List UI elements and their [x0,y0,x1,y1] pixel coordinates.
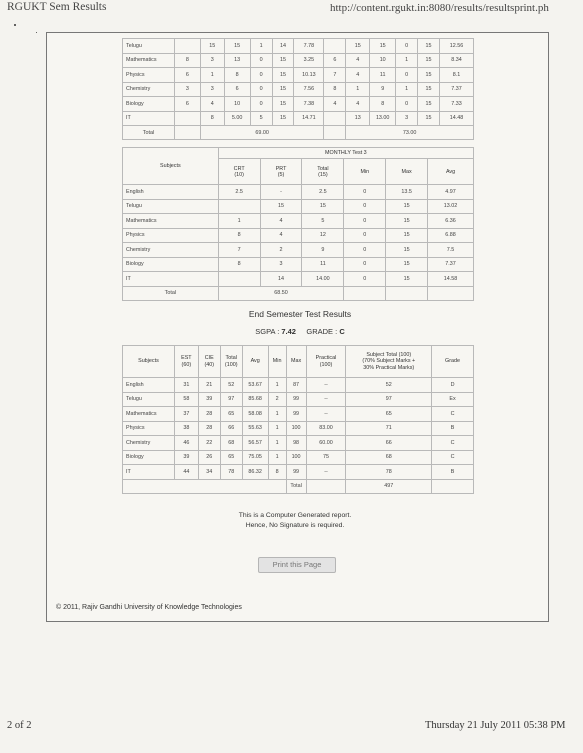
table-cell: 0 [250,97,272,112]
table-cell: 5 [250,111,272,126]
table-cell [324,39,346,54]
table-cell: -- [306,407,346,422]
subject-name: English [123,185,219,200]
table-cell: Ex [432,392,474,407]
scan-speck [14,24,16,26]
table-cell: 38 [174,421,198,436]
table-cell: 75 [306,450,346,465]
column-header: CIE (40) [198,346,220,378]
table-cell: 14 [260,272,302,287]
table-cell: 15 [200,39,224,54]
table-cell [174,39,200,54]
table-cell: 9 [302,243,344,258]
table-cell: 15 [418,68,440,83]
table-cell: 15 [346,39,370,54]
table-cell: 0 [396,97,418,112]
table-cell: 34 [198,465,220,480]
table-cell: 52 [346,378,432,393]
copyright-text: © 2011, Rajiv Gandhi University of Knowledge Technologies [56,604,242,611]
table-cell: 28 [198,407,220,422]
table-cell: 8 [218,228,260,243]
table-row [123,39,474,54]
table-cell [218,272,260,287]
table-cell: 6 [174,68,200,83]
table-cell: 15 [224,39,250,54]
table-cell: 15 [418,53,440,68]
table-cell: 68 [346,450,432,465]
table-cell: 9 [370,82,396,97]
table-row [123,407,474,422]
table-cell: C [432,436,474,451]
table-row [123,450,474,465]
table-row [123,82,474,97]
table-row [123,68,474,83]
header-title: RGUKT Sem Results [7,1,107,13]
table-cell: 26 [198,450,220,465]
table-cell: 66 [220,421,242,436]
table-row [123,421,474,436]
table-cell: 58.08 [242,407,268,422]
table-row [123,257,474,272]
total-value: 497 [346,479,432,493]
note-line: This is a Computer Generated report. [238,512,352,519]
table-row [123,111,474,126]
subject-name: Mathematics [123,214,219,229]
table-cell: C [432,450,474,465]
table-cell: B [432,465,474,480]
subject-name: Physics [123,228,219,243]
table-cell: 7.37 [439,82,473,97]
grade-label: GRADE : [306,327,340,336]
table-cell: 1 [268,378,286,393]
table-cell: 5.00 [224,111,250,126]
table-cell: 6 [324,53,346,68]
table-cell: 8 [370,97,396,112]
table-cell: 15 [272,53,294,68]
table-cell: 53.67 [242,378,268,393]
table-cell: 1 [268,436,286,451]
table-cell: 8 [174,53,200,68]
table-cell: -- [306,392,346,407]
table-cell: 99 [286,407,306,422]
table-cell: 66 [346,436,432,451]
header-url: http://content.rgukt.in:8080/results/resultsprint.ph [330,2,549,14]
subject-name: IT [123,111,175,126]
table-cell [174,111,200,126]
table-cell: 4 [260,214,302,229]
table-cell: 15 [386,199,428,214]
table-cell: 1 [218,214,260,229]
sgpa-value: 7.42 [281,327,296,336]
table-row [123,199,474,214]
table-cell: 13 [346,111,370,126]
total-label: Total [123,286,219,300]
table-cell: 60.00 [306,436,346,451]
table-row [123,243,474,258]
table-cell: 0 [344,185,386,200]
computer-generated-note [160,511,430,530]
table-cell: 7.56 [294,82,324,97]
table-cell: 1 [250,39,272,54]
table-cell: 65 [346,407,432,422]
total-value: 68.50 [218,286,344,300]
table-cell: 8 [218,257,260,272]
subject-name: Telugu [123,199,219,214]
table-cell: 15 [418,111,440,126]
table-cell: 78 [220,465,242,480]
print-page-button[interactable]: Print this Page [258,557,336,573]
table-cell: 0 [250,68,272,83]
note-line: Hence, No Signature is required. [245,521,345,529]
table-cell: 52 [220,378,242,393]
table-cell: 13 [224,53,250,68]
table-cell: 10 [370,53,396,68]
table-cell: 4 [346,97,370,112]
print-date: Thursday 21 July 2011 05:38 PM [425,720,566,731]
table-cell: 8 [324,82,346,97]
table-cell: 7.78 [294,39,324,54]
subject-name: Physics [123,68,175,83]
table-cell: 56.57 [242,436,268,451]
table-cell: 6.88 [428,228,474,243]
column-header: Max [386,159,428,185]
table-cell: 0 [396,68,418,83]
table-cell: 15 [302,199,344,214]
column-header: Avg [428,159,474,185]
table-cell: 14.58 [428,272,474,287]
table-cell: 7.33 [439,97,473,112]
table-cell: 3 [200,82,224,97]
column-header: Min [268,346,286,378]
column-header: Total (100) [220,346,242,378]
subject-name: Mathematics [123,407,175,422]
table-cell: 8.34 [439,53,473,68]
table-cell: 3 [260,257,302,272]
table-cell: 11 [370,68,396,83]
table-cell: 4 [200,97,224,112]
table-cell: 87 [286,378,306,393]
table-row [123,214,474,229]
table-cell: 75.05 [242,450,268,465]
table-cell: 6.36 [428,214,474,229]
table-cell: 37 [174,407,198,422]
column-header: EST (60) [174,346,198,378]
table-row [123,228,474,243]
column-header: Subject Total (100) (70% Subject Marks + 30% Practical Marks) [346,346,432,378]
table-cell: 12 [302,228,344,243]
table-cell: 99 [286,392,306,407]
table-cell: 44 [174,465,198,480]
table-cell: 15 [386,228,428,243]
column-header: Min [344,159,386,185]
subject-name: English [123,378,175,393]
table-cell: 0 [344,243,386,258]
table-cell: 1 [268,421,286,436]
monthly-test-table [122,147,474,301]
table-cell: - [260,185,302,200]
table-cell: 1 [346,82,370,97]
table-cell: 13.5 [386,185,428,200]
column-header: PRT (5) [260,159,302,185]
table-cell: 7.38 [294,97,324,112]
table-cell: 15 [272,68,294,83]
table-cell: 11 [302,257,344,272]
table-row [123,97,474,112]
table-cell: 12.56 [439,39,473,54]
column-header: Total (15) [302,159,344,185]
table-cell: 0 [344,214,386,229]
table-cell: -- [306,378,346,393]
table-cell: 3.25 [294,53,324,68]
table-cell: 14.71 [294,111,324,126]
table-cell: 0 [344,199,386,214]
table-cell: 100 [286,450,306,465]
table-cell: 0 [396,39,418,54]
table-cell: -- [306,465,346,480]
table-cell: 1 [200,68,224,83]
table-cell: 15 [260,199,302,214]
subject-name: Biology [123,97,175,112]
table-cell: 8.1 [439,68,473,83]
top-marks-table [122,38,474,140]
table-cell: 5 [302,214,344,229]
table-cell: 8 [268,465,286,480]
column-header: Subjects [123,346,175,378]
table-cell: 15 [386,243,428,258]
table-cell: 71 [346,421,432,436]
table-cell: 3 [200,53,224,68]
total-label: Total [123,126,175,140]
table-cell: 22 [198,436,220,451]
column-header: Grade [432,346,474,378]
table-cell: 39 [198,392,220,407]
table-cell: 65 [220,407,242,422]
table-cell: 55.63 [242,421,268,436]
table-cell: 86.32 [242,465,268,480]
table-cell: 28 [198,421,220,436]
table-cell: 98 [286,436,306,451]
table-cell: 6 [174,97,200,112]
table-cell: 0 [250,82,272,97]
table-cell: 14 [272,39,294,54]
sgpa-line [200,327,400,336]
column-header: Practical (100) [306,346,346,378]
subject-name: Chemistry [123,243,219,258]
table-cell: 7 [218,243,260,258]
table-row [123,53,474,68]
subject-name: Chemistry [123,82,175,97]
table-cell: 10.13 [294,68,324,83]
total-value: 69.00 [200,126,324,140]
end-sem-title: End Semester Test Results [248,309,352,319]
column-header: Subjects [123,148,219,185]
subject-name: Telugu [123,39,175,54]
column-header: Avg [242,346,268,378]
table-cell: 65 [220,450,242,465]
table-cell: 2.5 [218,185,260,200]
table-row [123,378,474,393]
table-cell: 39 [174,450,198,465]
scan-speck [36,32,37,33]
table-cell: 10 [224,97,250,112]
table-cell: 4 [346,68,370,83]
table-cell: 7 [324,68,346,83]
table-cell: C [432,407,474,422]
total-value: 73.00 [346,126,474,140]
table-cell: 15 [386,272,428,287]
table-cell: 46 [174,436,198,451]
table-cell: 68 [220,436,242,451]
table-row [123,185,474,200]
table-cell: 4 [324,97,346,112]
table-cell: 13.02 [428,199,474,214]
table-cell: 4 [260,228,302,243]
table-cell: 2 [268,392,286,407]
table-cell: 8 [200,111,224,126]
table-cell: 3 [174,82,200,97]
table-cell: 85.68 [242,392,268,407]
table-cell: 3 [396,111,418,126]
table-cell: 15 [272,97,294,112]
table-cell: 15 [370,39,396,54]
table-cell [218,199,260,214]
table-row [123,272,474,287]
table-cell: 1 [268,407,286,422]
table-cell: 7.5 [428,243,474,258]
table-cell: 15 [386,257,428,272]
table-cell: 15 [418,97,440,112]
table-cell: 0 [344,257,386,272]
table-cell [324,111,346,126]
table-cell: 97 [346,392,432,407]
end-sem-table [122,345,474,494]
table-cell: 15 [418,39,440,54]
table-cell: 14.48 [439,111,473,126]
table-cell: 4 [346,53,370,68]
table-cell: 99 [286,465,306,480]
table-row [123,465,474,480]
page-number: 2 of 2 [7,720,32,731]
table-cell: B [432,421,474,436]
subject-name: Mathematics [123,53,175,68]
subject-name: Telugu [123,392,175,407]
table-cell: 15 [272,111,294,126]
table-cell: 14.00 [302,272,344,287]
table-cell: 21 [198,378,220,393]
table-cell: 0 [250,53,272,68]
table-cell: 13.00 [370,111,396,126]
table-cell: 0 [344,272,386,287]
table-cell: 31 [174,378,198,393]
table-cell: 1 [268,450,286,465]
table-cell: 100 [286,421,306,436]
table-cell: D [432,378,474,393]
table-cell: 1 [396,82,418,97]
table-cell: 15 [386,214,428,229]
table-cell: 83.00 [306,421,346,436]
table-cell: 4.97 [428,185,474,200]
table-cell: 6 [224,82,250,97]
table-cell: 15 [272,82,294,97]
table-cell: 2 [260,243,302,258]
table-cell: 2.5 [302,185,344,200]
table-cell: 78 [346,465,432,480]
grade-value: C [339,327,345,336]
table-cell: 7.37 [428,257,474,272]
table-cell: 58 [174,392,198,407]
table-cell: 0 [344,228,386,243]
subject-name: Biology [123,450,175,465]
total-label: Total [286,479,306,493]
table-cell: 97 [220,392,242,407]
column-header: MONTHLY Test 3 [218,148,473,159]
sgpa-label: SGPA : [255,327,282,336]
table-cell: 15 [418,82,440,97]
subject-name: Physics [123,421,175,436]
table-row [123,436,474,451]
table-cell: 1 [396,53,418,68]
subject-name: IT [123,465,175,480]
subject-name: IT [123,272,219,287]
table-row [123,392,474,407]
subject-name: Chemistry [123,436,175,451]
subject-name: Biology [123,257,219,272]
table-cell: 8 [224,68,250,83]
column-header: Max [286,346,306,378]
column-header: CRT (10) [218,159,260,185]
